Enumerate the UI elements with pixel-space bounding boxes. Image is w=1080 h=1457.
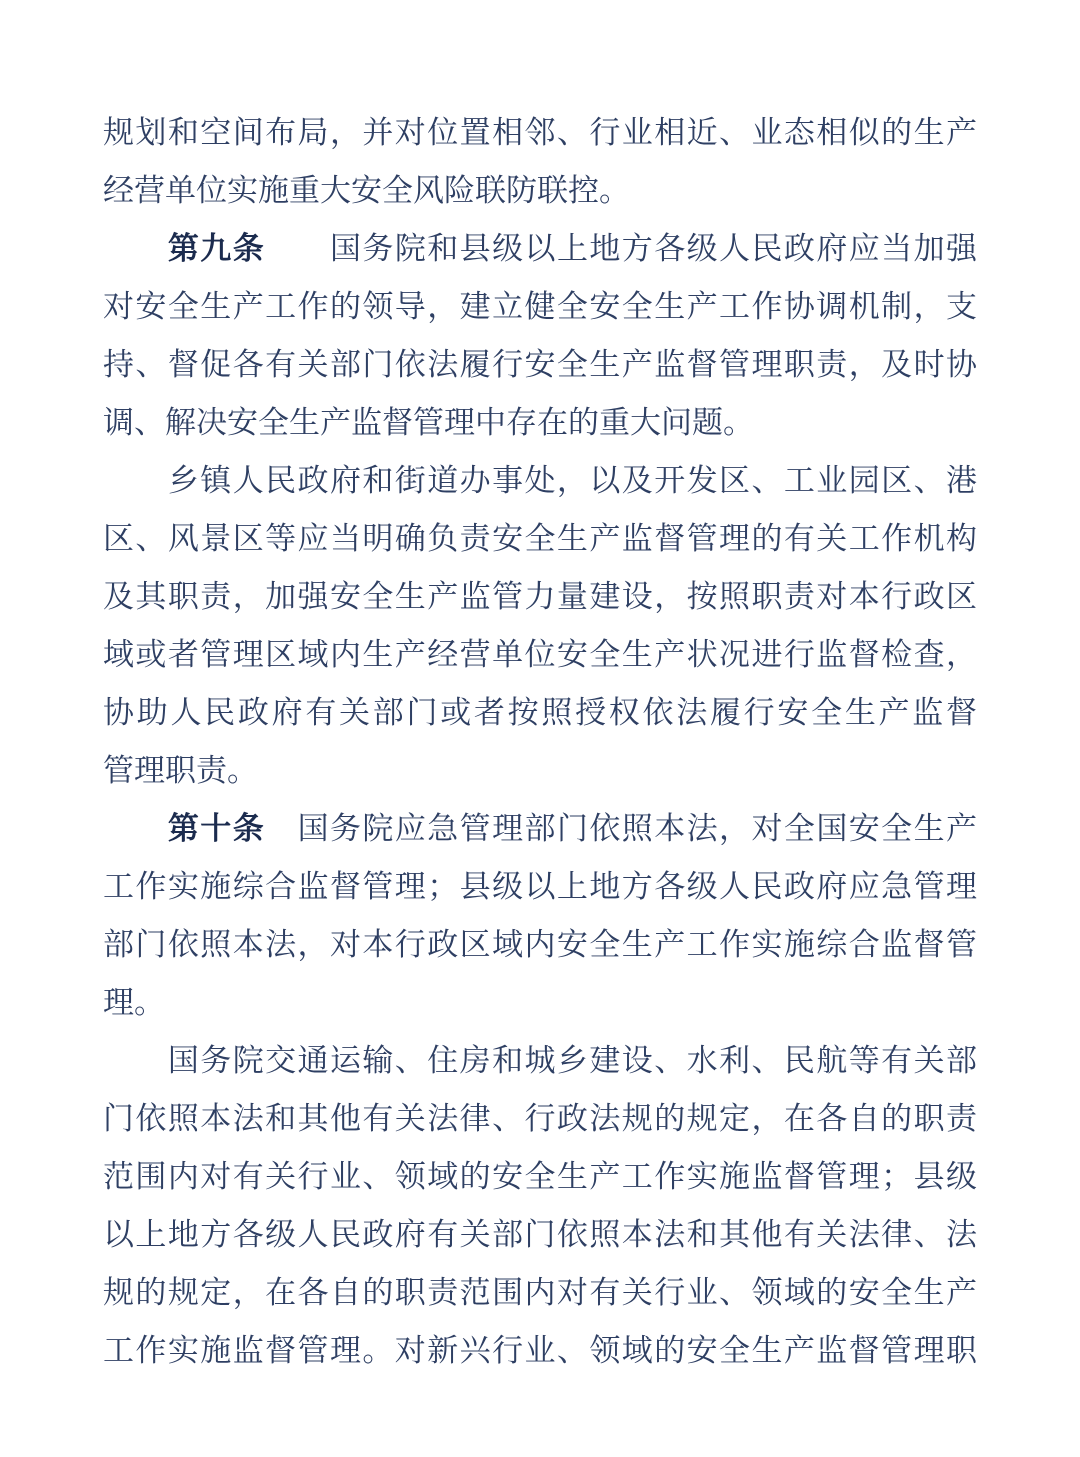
text-line [103,1206,977,1264]
article-number: 第十条 [167,811,266,846]
text-line [103,278,977,336]
line-text: 范围内对有关行业、领域的安全生产工作实施监督管理；县级 [103,1159,977,1194]
line-text: 域或者管理区域内生产经营单位安全生产状况进行监督检查， [103,637,977,672]
line-text: 调、解决安全生产监督管理中存在的重大问题。 [103,405,754,440]
text-line [103,162,977,220]
text-line [103,1148,977,1206]
line-text: 区、风景区等应当明确负责安全生产监督管理的有关工作机构 [103,521,977,556]
line-text: 工作实施监督管理。对新兴行业、领域的安全生产监督管理职 [103,1333,977,1368]
line-text: 部门依照本法，对本行政区域内安全生产工作实施综合监督管 [103,927,977,962]
article-number: 第九条 [167,231,266,266]
line-text: 理。 [103,985,165,1020]
line-text: 及其职责，加强安全生产监管力量建设，按照职责对本行政区 [103,579,977,614]
document-page [103,104,977,1380]
line-text: 持、督促各有关部门依法履行安全生产监督管理职责，及时协 [103,347,977,382]
text-line [103,1090,977,1148]
text-line [103,916,977,974]
line-text: 国务院应急管理部门依照本法，对全国安全生产 [265,811,977,846]
text-line [103,1264,977,1322]
text-line [103,510,977,568]
line-text: 规的规定，在各自的职责范围内对有关行业、领域的安全生产 [103,1275,977,1310]
text-line [103,1322,977,1380]
text-line [103,800,977,858]
line-text: 国务院交通运输、住房和城乡建设、水利、民航等有关部 [103,1043,977,1078]
line-text: 门依照本法和其他有关法律、行政法规的规定，在各自的职责 [103,1101,977,1136]
line-text: 工作实施综合监督管理；县级以上地方各级人民政府应急管理 [103,869,977,904]
text-line [103,684,977,742]
text-line [103,336,977,394]
line-text: 规划和空间布局，并对位置相邻、行业相近、业态相似的生产 [103,115,977,150]
line-text: 协助人民政府有关部门或者按照授权依法履行安全生产监督 [103,695,977,730]
text-line [103,104,977,162]
line-text: 经营单位实施重大安全风险联防联控。 [103,173,630,208]
text-line [103,568,977,626]
text-line [103,394,977,452]
text-line [103,1032,977,1090]
line-text: 国务院和县级以上地方各级人民政府应当加强 [265,231,977,266]
text-line [103,858,977,916]
line-text: 以上地方各级人民政府有关部门依照本法和其他有关法律、法 [103,1217,977,1252]
line-text: 乡镇人民政府和街道办事处，以及开发区、工业园区、港 [103,463,977,498]
line-text [103,811,168,846]
line-text: 对安全生产工作的领导，建立健全安全生产工作协调机制，支 [103,289,977,324]
line-text [103,231,168,266]
text-line [103,626,977,684]
text-line [103,974,977,1032]
text-line [103,220,977,278]
line-text: 管理职责。 [103,753,258,788]
text-line [103,452,977,510]
text-line [103,742,977,800]
